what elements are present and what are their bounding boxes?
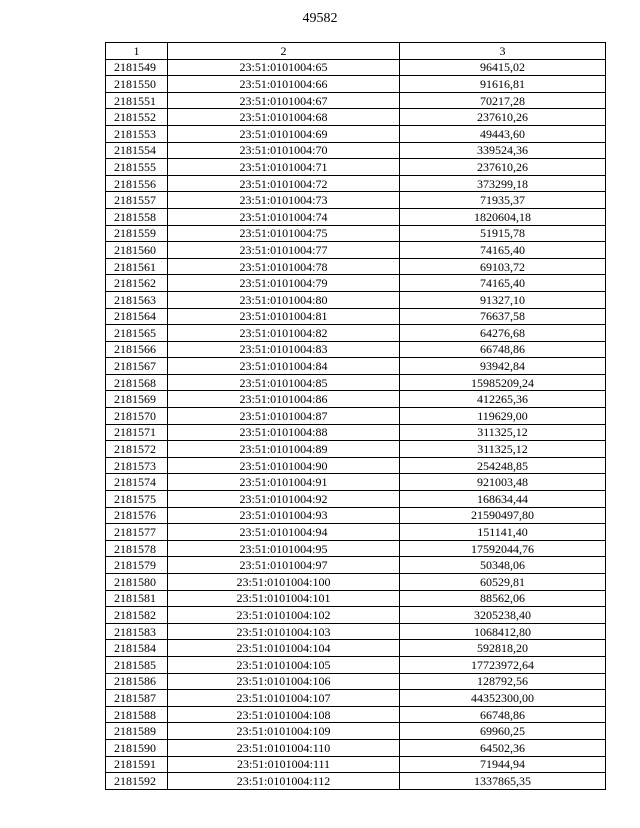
- cadastral-value-cell: 91616,81: [400, 76, 606, 93]
- cadastral-number-cell: 23:51:0101004:110: [168, 739, 400, 756]
- row-number-cell: 2181558: [106, 208, 168, 225]
- cadastral-number-cell: 23:51:0101004:80: [168, 291, 400, 308]
- row-number-cell: 2181584: [106, 640, 168, 657]
- cadastral-number-cell: 23:51:0101004:104: [168, 640, 400, 657]
- cadastral-number-cell: 23:51:0101004:69: [168, 125, 400, 142]
- cadastral-value-cell: 339524,36: [400, 142, 606, 159]
- row-number-cell: 2181591: [106, 756, 168, 773]
- cadastral-value-cell: 168634,44: [400, 491, 606, 508]
- cadastral-value-cell: 91327,10: [400, 291, 606, 308]
- cadastral-number-cell: 23:51:0101004:83: [168, 341, 400, 358]
- cadastral-value-cell: 60529,81: [400, 574, 606, 591]
- row-number-cell: 2181551: [106, 92, 168, 109]
- row-number-cell: 2181592: [106, 773, 168, 790]
- cadastral-number-cell: 23:51:0101004:108: [168, 706, 400, 723]
- cadastral-number-cell: 23:51:0101004:105: [168, 656, 400, 673]
- cadastral-value-cell: 21590497,80: [400, 507, 606, 524]
- cadastral-number-cell: 23:51:0101004:85: [168, 374, 400, 391]
- row-number-cell: 2181552: [106, 109, 168, 126]
- table-row: [106, 540, 606, 557]
- cadastral-number-cell: 23:51:0101004:65: [168, 59, 400, 76]
- row-number-cell: 2181590: [106, 739, 168, 756]
- table-row: [106, 656, 606, 673]
- cadastral-value-cell: 74165,40: [400, 275, 606, 292]
- cadastral-value-cell: 373299,18: [400, 175, 606, 192]
- row-number-cell: 2181566: [106, 341, 168, 358]
- cadastral-number-cell: 23:51:0101004:79: [168, 275, 400, 292]
- row-number-cell: 2181571: [106, 424, 168, 441]
- row-number-cell: 2181579: [106, 557, 168, 574]
- table-row: [106, 291, 606, 308]
- row-number-cell: 2181560: [106, 242, 168, 259]
- cadastral-value-cell: 1820604,18: [400, 208, 606, 225]
- table-row: [106, 507, 606, 524]
- table-row: [106, 424, 606, 441]
- row-number-cell: 2181561: [106, 258, 168, 275]
- cadastral-number-cell: 23:51:0101004:68: [168, 109, 400, 126]
- table-row: [106, 258, 606, 275]
- table-row: [106, 192, 606, 209]
- cadastral-number-cell: 23:51:0101004:100: [168, 574, 400, 591]
- cadastral-value-cell: 3205238,40: [400, 607, 606, 624]
- cadastral-value-cell: 15985209,24: [400, 374, 606, 391]
- cadastral-number-cell: 23:51:0101004:90: [168, 457, 400, 474]
- cadastral-value-cell: 311325,12: [400, 441, 606, 458]
- table-row: [106, 474, 606, 491]
- row-number-cell: 2181575: [106, 491, 168, 508]
- cadastral-value-cell: 151141,40: [400, 524, 606, 541]
- table-row: [106, 225, 606, 242]
- table-row: [106, 125, 606, 142]
- table-body: [106, 59, 606, 789]
- cadastral-value-cell: 119629,00: [400, 408, 606, 425]
- column-header-1: 1: [106, 43, 168, 60]
- cadastral-number-cell: 23:51:0101004:88: [168, 424, 400, 441]
- cadastral-number-cell: 23:51:0101004:84: [168, 358, 400, 375]
- cadastral-value-cell: 93942,84: [400, 358, 606, 375]
- table-row: [106, 92, 606, 109]
- cadastral-number-cell: 23:51:0101004:77: [168, 242, 400, 259]
- cadastral-number-cell: 23:51:0101004:66: [168, 76, 400, 93]
- row-number-cell: 2181586: [106, 673, 168, 690]
- row-number-cell: 2181550: [106, 76, 168, 93]
- cadastral-number-cell: 23:51:0101004:74: [168, 208, 400, 225]
- cadastral-value-cell: 592818,20: [400, 640, 606, 657]
- row-number-cell: 2181581: [106, 590, 168, 607]
- row-number-cell: 2181577: [106, 524, 168, 541]
- row-number-cell: 2181587: [106, 690, 168, 707]
- table-row: [106, 739, 606, 756]
- cadastral-number-cell: 23:51:0101004:107: [168, 690, 400, 707]
- row-number-cell: 2181556: [106, 175, 168, 192]
- table-row: [106, 623, 606, 640]
- cadastral-value-cell: 71944,94: [400, 756, 606, 773]
- cadastral-value-table: [105, 42, 606, 790]
- cadastral-value-cell: 1337865,35: [400, 773, 606, 790]
- cadastral-number-cell: 23:51:0101004:92: [168, 491, 400, 508]
- table-row: [106, 491, 606, 508]
- cadastral-number-cell: 23:51:0101004:89: [168, 441, 400, 458]
- table-row: [106, 59, 606, 76]
- table-header-row: [106, 43, 606, 60]
- cadastral-number-cell: 23:51:0101004:112: [168, 773, 400, 790]
- table-row: [106, 640, 606, 657]
- cadastral-number-cell: 23:51:0101004:67: [168, 92, 400, 109]
- cadastral-number-cell: 23:51:0101004:73: [168, 192, 400, 209]
- table-row: [106, 607, 606, 624]
- row-number-cell: 2181553: [106, 125, 168, 142]
- table-row: [106, 142, 606, 159]
- table-row: [106, 242, 606, 259]
- row-number-cell: 2181574: [106, 474, 168, 491]
- row-number-cell: 2181559: [106, 225, 168, 242]
- cadastral-number-cell: 23:51:0101004:103: [168, 623, 400, 640]
- table-row: [106, 590, 606, 607]
- page-number: 49582: [302, 11, 338, 26]
- table-row: [106, 524, 606, 541]
- cadastral-value-cell: 74165,40: [400, 242, 606, 259]
- cadastral-value-cell: 311325,12: [400, 424, 606, 441]
- cadastral-value-cell: 49443,60: [400, 125, 606, 142]
- cadastral-value-cell: 71935,37: [400, 192, 606, 209]
- row-number-cell: 2181565: [106, 325, 168, 342]
- cadastral-value-cell: 66748,86: [400, 341, 606, 358]
- table-row: [106, 673, 606, 690]
- row-number-cell: 2181567: [106, 358, 168, 375]
- row-number-cell: 2181564: [106, 308, 168, 325]
- row-number-cell: 2181583: [106, 623, 168, 640]
- cadastral-number-cell: 23:51:0101004:102: [168, 607, 400, 624]
- cadastral-value-cell: 70217,28: [400, 92, 606, 109]
- cadastral-number-cell: 23:51:0101004:82: [168, 325, 400, 342]
- cadastral-number-cell: 23:51:0101004:91: [168, 474, 400, 491]
- cadastral-number-cell: 23:51:0101004:109: [168, 723, 400, 740]
- cadastral-value-cell: 237610,26: [400, 109, 606, 126]
- row-number-cell: 2181563: [106, 291, 168, 308]
- cadastral-number-cell: 23:51:0101004:81: [168, 308, 400, 325]
- cadastral-value-cell: 254248,85: [400, 457, 606, 474]
- cadastral-number-cell: 23:51:0101004:86: [168, 391, 400, 408]
- table-row: [106, 391, 606, 408]
- cadastral-number-cell: 23:51:0101004:106: [168, 673, 400, 690]
- table-row: [106, 358, 606, 375]
- table-row: [106, 690, 606, 707]
- row-number-cell: 2181562: [106, 275, 168, 292]
- cadastral-value-cell: 128792,56: [400, 673, 606, 690]
- table-row: [106, 341, 606, 358]
- row-number-cell: 2181588: [106, 706, 168, 723]
- row-number-cell: 2181572: [106, 441, 168, 458]
- table-row: [106, 723, 606, 740]
- cadastral-value-cell: 69960,25: [400, 723, 606, 740]
- cadastral-value-cell: 66748,86: [400, 706, 606, 723]
- cadastral-value-cell: 50348,06: [400, 557, 606, 574]
- row-number-cell: 2181585: [106, 656, 168, 673]
- cadastral-number-cell: 23:51:0101004:111: [168, 756, 400, 773]
- table-row: [106, 109, 606, 126]
- column-header-2: 2: [168, 43, 400, 60]
- table-row: [106, 275, 606, 292]
- cadastral-value-cell: 64502,36: [400, 739, 606, 756]
- row-number-cell: 2181570: [106, 408, 168, 425]
- table-row: [106, 706, 606, 723]
- row-number-cell: 2181576: [106, 507, 168, 524]
- row-number-cell: 2181568: [106, 374, 168, 391]
- table-row: [106, 325, 606, 342]
- row-number-cell: 2181549: [106, 59, 168, 76]
- cadastral-value-cell: 412265,36: [400, 391, 606, 408]
- row-number-cell: 2181589: [106, 723, 168, 740]
- table-row: [106, 208, 606, 225]
- row-number-cell: 2181557: [106, 192, 168, 209]
- cadastral-number-cell: 23:51:0101004:75: [168, 225, 400, 242]
- cadastral-value-cell: 64276,68: [400, 325, 606, 342]
- cadastral-value-cell: 17723972,64: [400, 656, 606, 673]
- cadastral-value-cell: 69103,72: [400, 258, 606, 275]
- row-number-cell: 2181573: [106, 457, 168, 474]
- cadastral-number-cell: 23:51:0101004:93: [168, 507, 400, 524]
- table-row: [106, 441, 606, 458]
- cadastral-value-cell: 51915,78: [400, 225, 606, 242]
- row-number-cell: 2181582: [106, 607, 168, 624]
- row-number-cell: 2181555: [106, 159, 168, 176]
- cadastral-value-cell: 17592044,76: [400, 540, 606, 557]
- cadastral-number-cell: 23:51:0101004:78: [168, 258, 400, 275]
- cadastral-value-cell: 76637,58: [400, 308, 606, 325]
- table-row: [106, 756, 606, 773]
- table-row: [106, 557, 606, 574]
- cadastral-number-cell: 23:51:0101004:97: [168, 557, 400, 574]
- row-number-cell: 2181554: [106, 142, 168, 159]
- cadastral-number-cell: 23:51:0101004:87: [168, 408, 400, 425]
- row-number-cell: 2181578: [106, 540, 168, 557]
- cadastral-value-cell: 237610,26: [400, 159, 606, 176]
- cadastral-number-cell: 23:51:0101004:70: [168, 142, 400, 159]
- cadastral-value-cell: 96415,02: [400, 59, 606, 76]
- table-row: [106, 175, 606, 192]
- row-number-cell: 2181569: [106, 391, 168, 408]
- table-row: [106, 374, 606, 391]
- table-row: [106, 76, 606, 93]
- cadastral-value-cell: 88562,06: [400, 590, 606, 607]
- table-row: [106, 457, 606, 474]
- cadastral-number-cell: 23:51:0101004:101: [168, 590, 400, 607]
- cadastral-number-cell: 23:51:0101004:71: [168, 159, 400, 176]
- cadastral-number-cell: 23:51:0101004:94: [168, 524, 400, 541]
- cadastral-value-cell: 921003,48: [400, 474, 606, 491]
- cadastral-number-cell: 23:51:0101004:72: [168, 175, 400, 192]
- table-row: [106, 773, 606, 790]
- cadastral-number-cell: 23:51:0101004:95: [168, 540, 400, 557]
- table-row: [106, 159, 606, 176]
- table-row: [106, 408, 606, 425]
- row-number-cell: 2181580: [106, 574, 168, 591]
- cadastral-value-cell: 1068412,80: [400, 623, 606, 640]
- column-header-3: 3: [400, 43, 606, 60]
- table-row: [106, 308, 606, 325]
- cadastral-value-cell: 44352300,00: [400, 690, 606, 707]
- table-row: [106, 574, 606, 591]
